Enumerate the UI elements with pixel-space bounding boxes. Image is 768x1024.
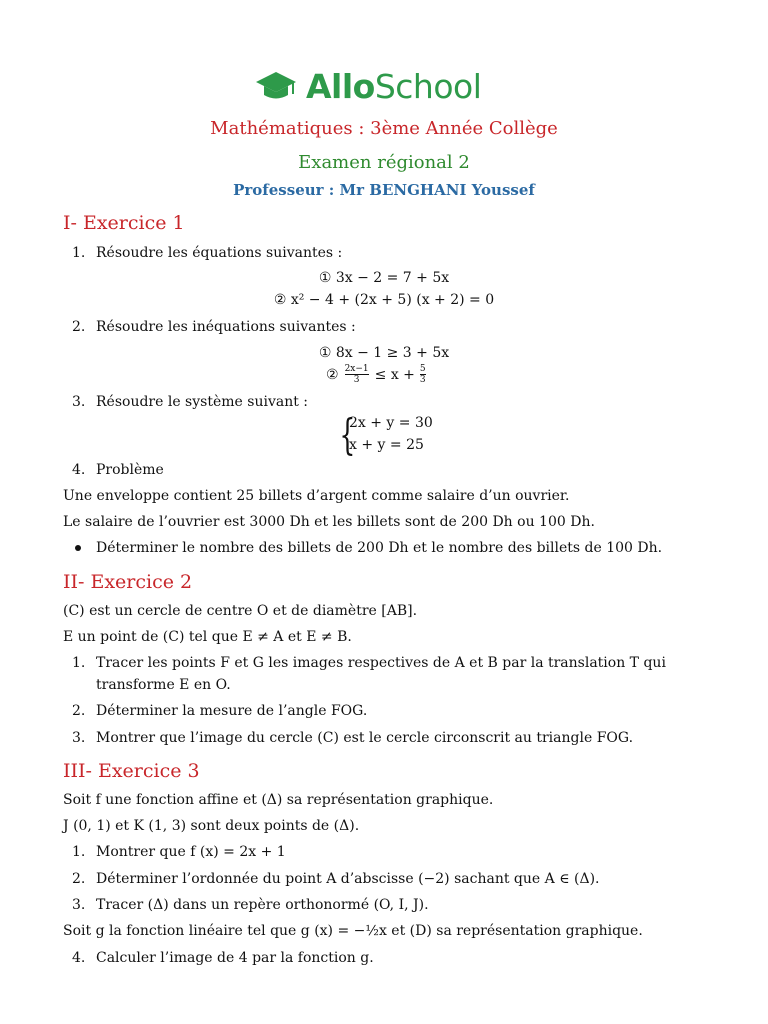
question-text: Résoudre le système suivant : (96, 394, 309, 410)
system-eq2: x + y = 25 (349, 437, 424, 453)
problem-line: Une enveloppe contient 25 billets d’argent comme salaire d’un ouvrier. (63, 488, 570, 504)
section-title-ex2: II- Exercice 2 (63, 571, 193, 593)
teacher-name: Professeur : Mr BENGHANI Youssef (233, 181, 535, 199)
question-text: Montrer que f (x) = 2x + 1 (96, 844, 286, 860)
section-title-ex3: III- Exercice 3 (63, 760, 200, 782)
question-text: Déterminer la mesure de l’angle FOG. (96, 703, 368, 719)
q-number: 4. (72, 462, 86, 478)
equation: ② x² − 4 + (2x + 5) (x + 2) = 0 (273, 292, 495, 308)
question-text: Problème (96, 462, 164, 478)
q-number: 1. (72, 844, 86, 860)
q-number: 2. (72, 319, 86, 335)
q-number: 1. (72, 245, 86, 261)
circled-number: ② (326, 366, 339, 383)
logo-part2: School (374, 66, 482, 106)
question-text: Résoudre les équations suivantes : (96, 245, 343, 261)
q-number: 2. (72, 871, 86, 887)
q-number: 3. (72, 897, 86, 913)
statement-line: Soit g la fonction linéaire tel que g (x) = −½x et (D) sa représentation graphique. (63, 923, 643, 939)
bullet-icon (75, 545, 81, 551)
exam-title: Examen régional 2 (298, 152, 470, 173)
q-number: 4. (72, 950, 86, 966)
system-eq1: 2x + y = 30 (349, 415, 433, 431)
statement-line: (C) est un cercle de centre O et de diamètre [AB]. (63, 603, 418, 619)
inequation: ① 8x − 1 ≥ 3 + 5x (318, 345, 450, 361)
problem-line: Le salaire de l’ouvrier est 3000 Dh et les billets sont de 200 Dh ou 100 Dh. (63, 514, 595, 530)
statement-line: Soit f une fonction affine et (Δ) sa représentation graphique. (63, 792, 494, 808)
statement-line: J (0, 1) et K (1, 3) sont deux points de (Δ). (63, 818, 360, 834)
question-text: Résoudre les inéquations suivantes : (96, 319, 356, 335)
question-text-cont: transforme E en O. (96, 677, 231, 693)
section-title-ex1: I- Exercice 1 (63, 212, 185, 234)
question-text: Tracer les points F et G les images respectives de A et B par la translation T qui (96, 655, 666, 671)
system-brace: { (339, 410, 356, 459)
q-number: 2. (72, 703, 86, 719)
question-text: Calculer l’image de 4 par la fonction g. (96, 950, 374, 966)
q-number: 1. (72, 655, 86, 671)
equation: ① 3x − 2 = 7 + 5x (318, 270, 450, 286)
inequality-middle: ≤ x + (374, 366, 415, 383)
alloschool-logo (254, 62, 481, 110)
q-number: 3. (72, 730, 86, 746)
fraction-numerator: 2x−1 (344, 364, 369, 374)
question-text: Montrer que l’image du cercle (C) est le cercle circonscrit au triangle FOG. (96, 730, 634, 746)
fraction-denominator: 3 (353, 375, 360, 385)
q-number: 3. (72, 394, 86, 410)
statement-line: E un point de (C) tel que E ≠ A et E ≠ B. (63, 629, 352, 645)
fraction-denominator: 3 (419, 375, 426, 385)
logo-part1: Allo (306, 66, 375, 106)
question-text: Tracer (Δ) dans un repère orthonormé (O, I, J). (96, 897, 429, 913)
problem-task: Déterminer le nombre des billets de 200 Dh et le nombre des billets de 100 Dh. (96, 540, 663, 556)
question-text: Déterminer l’ordonnée du point A d’abscisse (−2) sachant que A ∈ (Δ). (96, 871, 600, 887)
subject-title: Mathématiques : 3ème Année Collège (210, 118, 558, 139)
graduation-cap-icon (254, 68, 298, 104)
fraction-numerator: 5 (419, 364, 426, 374)
inequation-fraction (326, 364, 426, 385)
